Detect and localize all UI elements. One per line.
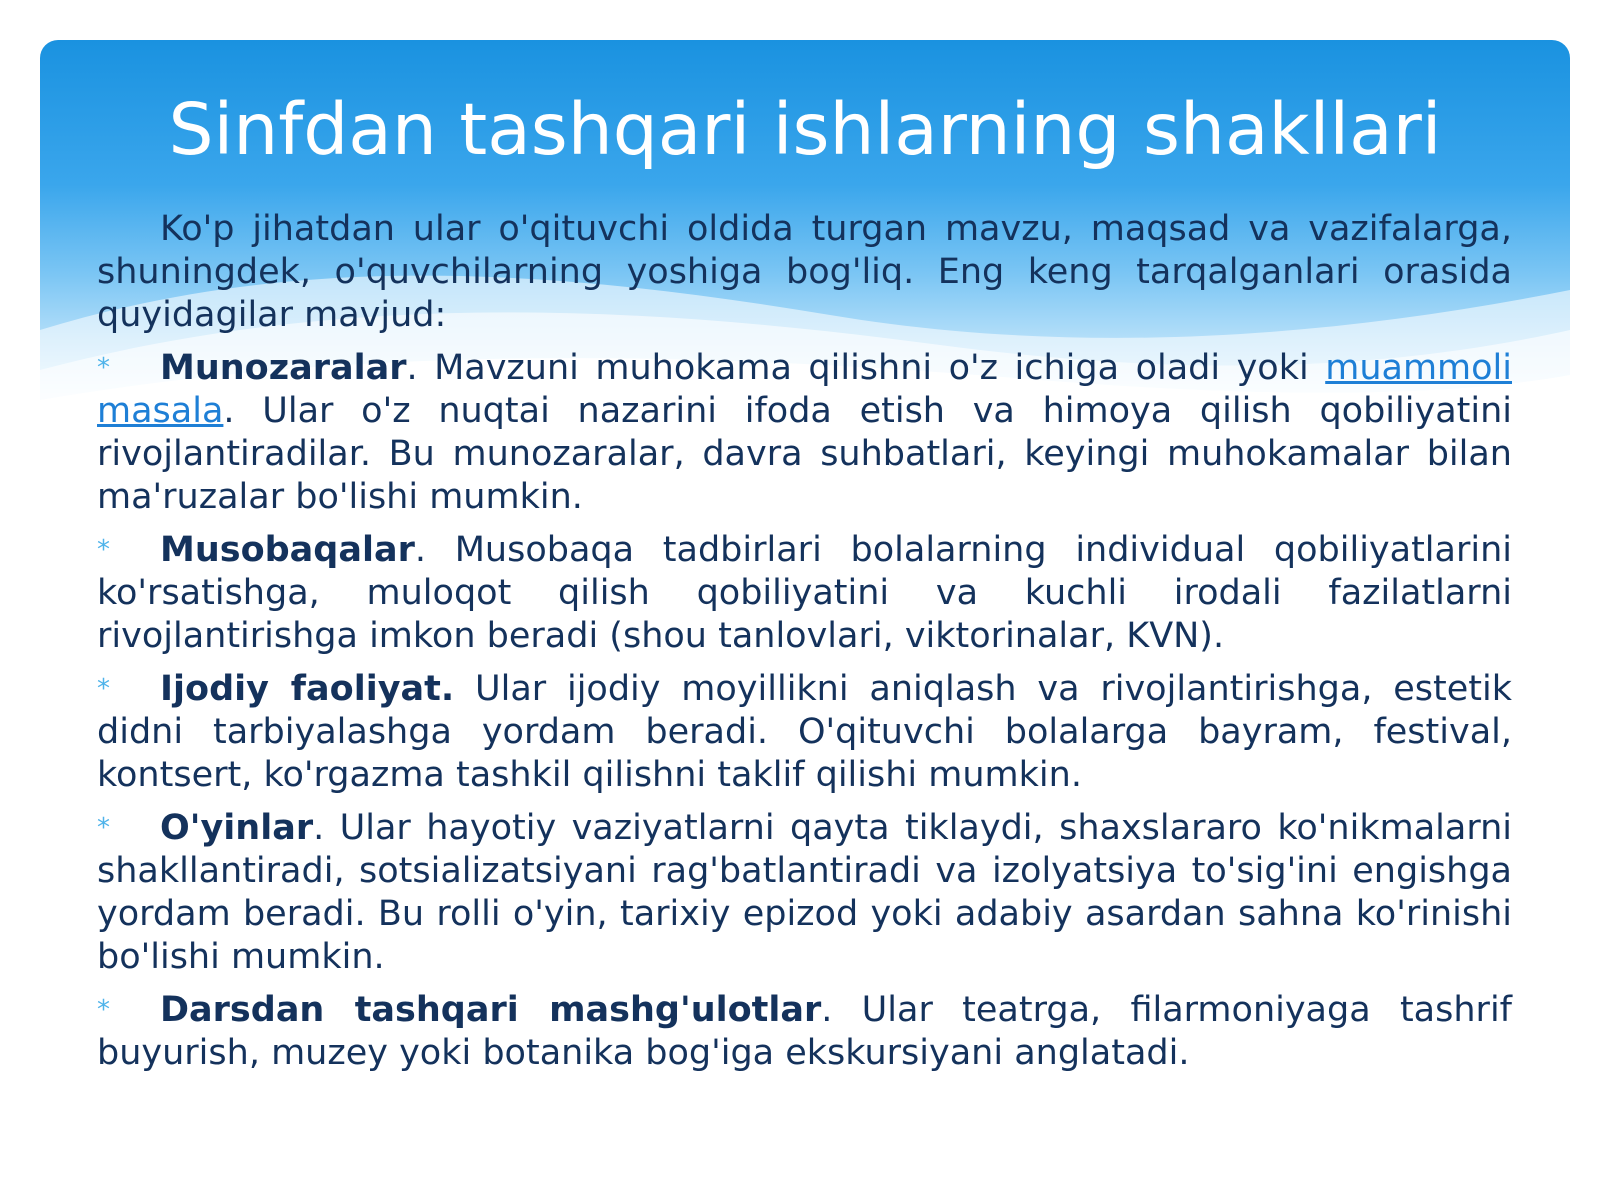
asterisk-bullet-icon: * — [97, 535, 110, 565]
bullet-text: Ular ijodiy moyillikni aniqlash va rivojlantirishga, estetik didni tarbiyalashga yordam beradi. O'qituvchi bolalarga bayram, festival, kontsert, ko'rgazma tashkil qilishni taklif qilishi mumkin. — [97, 669, 1512, 795]
bullet-item-munozaralar — [97, 347, 1512, 519]
slide-body — [97, 208, 1512, 1085]
bullet-heading: O'yinlar — [160, 808, 314, 848]
bullet-item-oyinlar — [97, 807, 1512, 979]
intro-paragraph: Ko'p jihatdan ular o'qituvchi oldida turgan mavzu, maqsad va vazifalarga, shuningdek, o'quvchilarning yoshiga bog'liq. Eng keng tarqalganlari orasida quyidagilar mavjud: — [97, 209, 1512, 335]
bullet-item-darsdan-tashqari — [97, 989, 1512, 1075]
bullet-text: . Musobaqa tadbirlari bolalarning individual qobiliyatlarini ko'rsatishga, muloqot qilish qobiliyatini va kuchli irodali fazilatlarni rivojlantirishga imkon beradi (shou tanlovlari, viktorinalar, KVN). — [97, 530, 1512, 656]
asterisk-bullet-icon: * — [97, 353, 110, 383]
bullet-item-ijodiy-faoliyat — [97, 668, 1512, 797]
bullet-text: . Ular hayotiy vaziyatlarni qayta tiklaydi, shaxslararo ko'nikmalarni shakllantiradi, sotsializatsiyani rag'batlantiradi va izolyatsiya to'sig'ini engishga yordam beradi. Bu rolli o'yin, tarixiy epizod yoki adabiy asardan sahna ko'rinishi bo'lishi mumkin. — [97, 808, 1512, 977]
asterisk-bullet-icon: * — [97, 995, 110, 1025]
bullet-heading: Ijodiy faoliyat. — [160, 669, 455, 709]
bullet-text: . Mavzuni muhokama qilishni o'z ichiga oladi yoki — [406, 348, 1326, 388]
bullet-list — [97, 347, 1512, 1075]
asterisk-bullet-icon: * — [97, 813, 110, 843]
bullet-heading: Musobaqalar — [160, 530, 415, 570]
asterisk-bullet-icon: * — [97, 674, 110, 704]
bullet-heading: Munozaralar — [160, 348, 407, 388]
bullet-text: . Ular teatrga, filarmoniyaga tashrif buyurish, muzey yoki botanika bog'iga ekskursiyani anglatadi. — [97, 990, 1512, 1073]
bullet-text: . Ular o'z nuqtai nazarini ifoda etish va himoya qilish qobiliyatini rivojlantiradilar. Bu munozaralar, davra suhbatlari, keyingi muhokamalar bilan ma'ruzalar bo'lishi mumkin. — [97, 391, 1512, 517]
bullet-item-musobaqalar — [97, 529, 1512, 658]
bullet-heading: Darsdan tashqari mashg'ulotlar — [160, 990, 822, 1030]
slide-title: Sinfdan tashqari ishlarning shakllari — [168, 88, 1442, 171]
muammoli-masala-link[interactable]: muammoli masala — [97, 348, 1512, 431]
